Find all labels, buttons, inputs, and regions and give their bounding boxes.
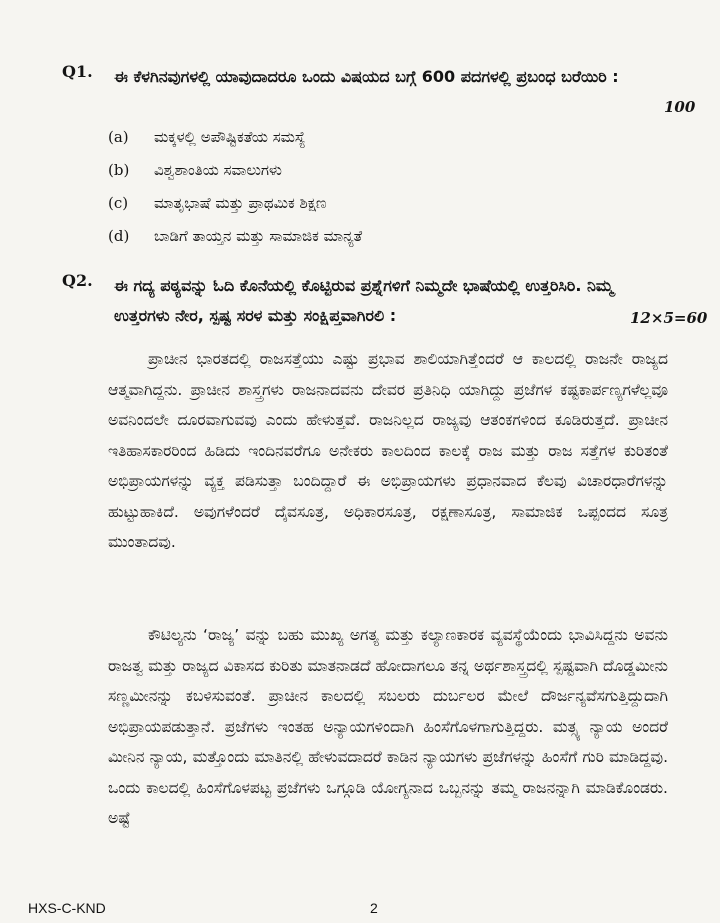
- marks: 12×5=60: [630, 309, 708, 327]
- option-label: (d): [108, 227, 130, 245]
- option-b: [108, 161, 282, 179]
- question-text: ಈ ಕೆಳಗಿನವುಗಳಲ್ಲಿ ಯಾವುದಾದರೂ ಒಂದು ವಿಷಯದ ಬಗ್ಗೆ 600 ಪದಗಳಲ್ಲಿ ಪ್ರಬಂಧ ಬರೆಯಿರಿ :: [114, 67, 619, 86]
- question-2: [62, 271, 650, 331]
- option-label: (a): [108, 128, 129, 146]
- passage-paragraph-2: ಕೌಟಿಲ್ಯನು ‘ರಾಜ್ಯ’ ವನ್ನು ಬಹು ಮುಖ್ಯ ಅಗತ್ಯ ಮತ್ತು ಕಲ್ಯಾಣಕಾರಕ ವ್ಯವಸ್ಥೆಯೆಂದು ಭಾವಿಸಿದ್ದನು ಅವನು ರಾಜತ್ವ ಮತ್ತು ರಾಜ್ಯದ ವಿಕಾಸದ ಕುರಿತು ಮಾತನಾಡದೆ ಹೋದಾಗಲೂ ತನ್ನ ಅರ್ಥಶಾಸ್ತ್ರದಲ್ಲಿ ಸ್ಪಷ್ಟವಾಗಿ ದೊಡ್ಡಮೀನು ಸಣ್ಣಮೀನನ್ನು ಕಬಳಿಸುವಂತೆ. ಪ್ರಾಚೀನ ಕಾಲದಲ್ಲಿ ಸಬಲರು ದುರ್ಬಲರ ಮೇಲೆ ದೌರ್ಜನ್ಯವೆಸಗುತ್ತಿದ್ದುದಾಗಿ ಅಭಿಪ್ರಾಯಪಡುತ್ತಾನೆ. ಪ್ರಜೆಗಳು ಇಂತಹ ಅನ್ಯಾಯಗಳಿಂದಾಗಿ ಹಿಂಸೆಗೊಳಗಾಗುತ್ತಿದ್ದರು. ಮತ್ಸ್ಯ ನ್ಯಾಯ ಅಂದರೆ ಮೀನಿನ ನ್ಯಾಯ, ಮತ್ತೊಂದು ಮಾತಿನಲ್ಲಿ ಹೇಳುವದಾದರೆ ಕಾಡಿನ ನ್ಯಾಯಗಳು ಪ್ರಜೆಗಳನ್ನು ಹಿಂಸೆಗೆ ಗುರಿ ಮಾಡಿದ್ದವು. ಒಂದು ಕಾಲದಲ್ಲಿ ಹಿಂಸೆಗೊಳಪಟ್ಟ ಪ್ರಜೆಗಳು ಒಗ್ಗೂಡಿ ಯೋಗ್ಯನಾದ ಒಬ್ಬನನ್ನು ತಮ್ಮ ರಾಜನನ್ನಾಗಿ ಮಾಡಿಕೊಂಡರು. ಅಷ್ಟೆ: [108, 626, 668, 827]
- question-1: [62, 62, 692, 92]
- option-text: ಮಕ್ಕಳಲ್ಲಿ ಅಪೌಷ್ಟಿಕತೆಯ ಸಮಸ್ಯೆ: [154, 128, 306, 146]
- option-label: (c): [108, 194, 129, 212]
- option-text: ಬಾಡಿಗೆ ತಾಯ್ತನ ಮತ್ತು ಸಾಮಾಜಿಕ ಮಾನ್ಯತೆ: [154, 227, 363, 245]
- passage-paragraph-1: ಪ್ರಾಚೀನ ಭಾರತದಲ್ಲಿ ರಾಜಸತ್ತೆಯು ಎಷ್ಟು ಪ್ರಭಾವ ಶಾಲಿಯಾಗಿತ್ತೆಂದರೆ ಆ ಕಾಲದಲ್ಲಿ ರಾಜನೇ ರಾಜ್ಯದ ಆತ್ಮವಾಗಿದ್ದನು. ಪ್ರಾಚೀನ ಶಾಸ್ತ್ರಗಳು ರಾಜನಾದವನು ದೇವರ ಪ್ರತಿನಿಧಿ ಯಾಗಿದ್ದು ಪ್ರಜೆಗಳ ಕಷ್ಟಕಾರ್ಪಣ್ಯಗಳೆಲ್ಲವೂ ಅವನಿಂದಲೇ ದೂರವಾಗುವವು ಎಂದು ಹೇಳುತ್ತವೆ. ರಾಜನಿಲ್ಲದ ರಾಜ್ಯವು ಆತಂಕಗಳಿಂದ ಕೂಡಿರುತ್ತದೆ. ಪ್ರಾಚೀನ ಇತಿಹಾಸಕಾರರಿಂದ ಹಿಡಿದು ಇಂದಿನವರೆಗೂ ಅನೇಕರು ಕಾಲದಿಂದ ಕಾಲಕ್ಕೆ ರಾಜ ಮತ್ತು ರಾಜ ಸತ್ತೆಗಳ ಕುರಿತಂತೆ ಅಭಿಪ್ರಾಯಗಳನ್ನು ವ್ಯಕ್ತ ಪಡಿಸುತ್ತಾ ಬಂದಿದ್ದಾರೆ ಈ ಅಭಿಪ್ರಾಯಗಳು ಪ್ರಧಾನವಾದ ಕೆಲವು ವಿಚಾರಧಾರೆಗಳನ್ನು ಹುಟ್ಟುಹಾಕಿದೆ. ಅವುಗಳೆಂದರೆ ದೈವಸೂತ್ರ, ಅಧಿಕಾರಸೂತ್ರ, ರಕ್ಷಣಾಸೂತ್ರ, ಸಾಮಾಜಿಕ ಒಪ್ಪಂದದ ಸೂತ್ರ ಮುಂತಾದವು.: [108, 350, 668, 551]
- question-text: ಈ ಗದ್ಯ ಪಠ್ಯವನ್ನು ಓದಿ ಕೊನೆಯಲ್ಲಿ ಕೊಟ್ಟಿರುವ ಪ್ರಶ್ನೆಗಳಿಗೆ ನಿಮ್ಮದೇ ಭಾಷೆಯಲ್ಲಿ ಉತ್ತರಿಸಿರಿ. ನಿಮ್ಮ ಉತ್ತರಗಳು ನೇರ, ಸ್ಪಷ್ಟ ಸರಳ ಮತ್ತು ಸಂಕ್ಷಿಪ್ತವಾಗಿರಲಿ :: [114, 276, 614, 325]
- question-number: Q2.: [62, 271, 93, 290]
- option-text: ಮಾತೃಭಾಷೆ ಮತ್ತು ಪ್ರಾಥಮಿಕ ಶಿಕ್ಷಣ: [154, 194, 327, 212]
- option-label: (b): [108, 161, 130, 179]
- paper-code: HXS-C-KND: [28, 900, 106, 916]
- page-number: 2: [370, 900, 378, 916]
- option-d: [108, 227, 362, 245]
- option-c: [108, 194, 326, 212]
- question-number: Q1.: [62, 62, 93, 81]
- option-a: [108, 128, 306, 146]
- marks: 100: [664, 98, 696, 116]
- option-text: ವಿಶ್ವಶಾಂತಿಯ ಸವಾಲುಗಳು: [154, 161, 282, 179]
